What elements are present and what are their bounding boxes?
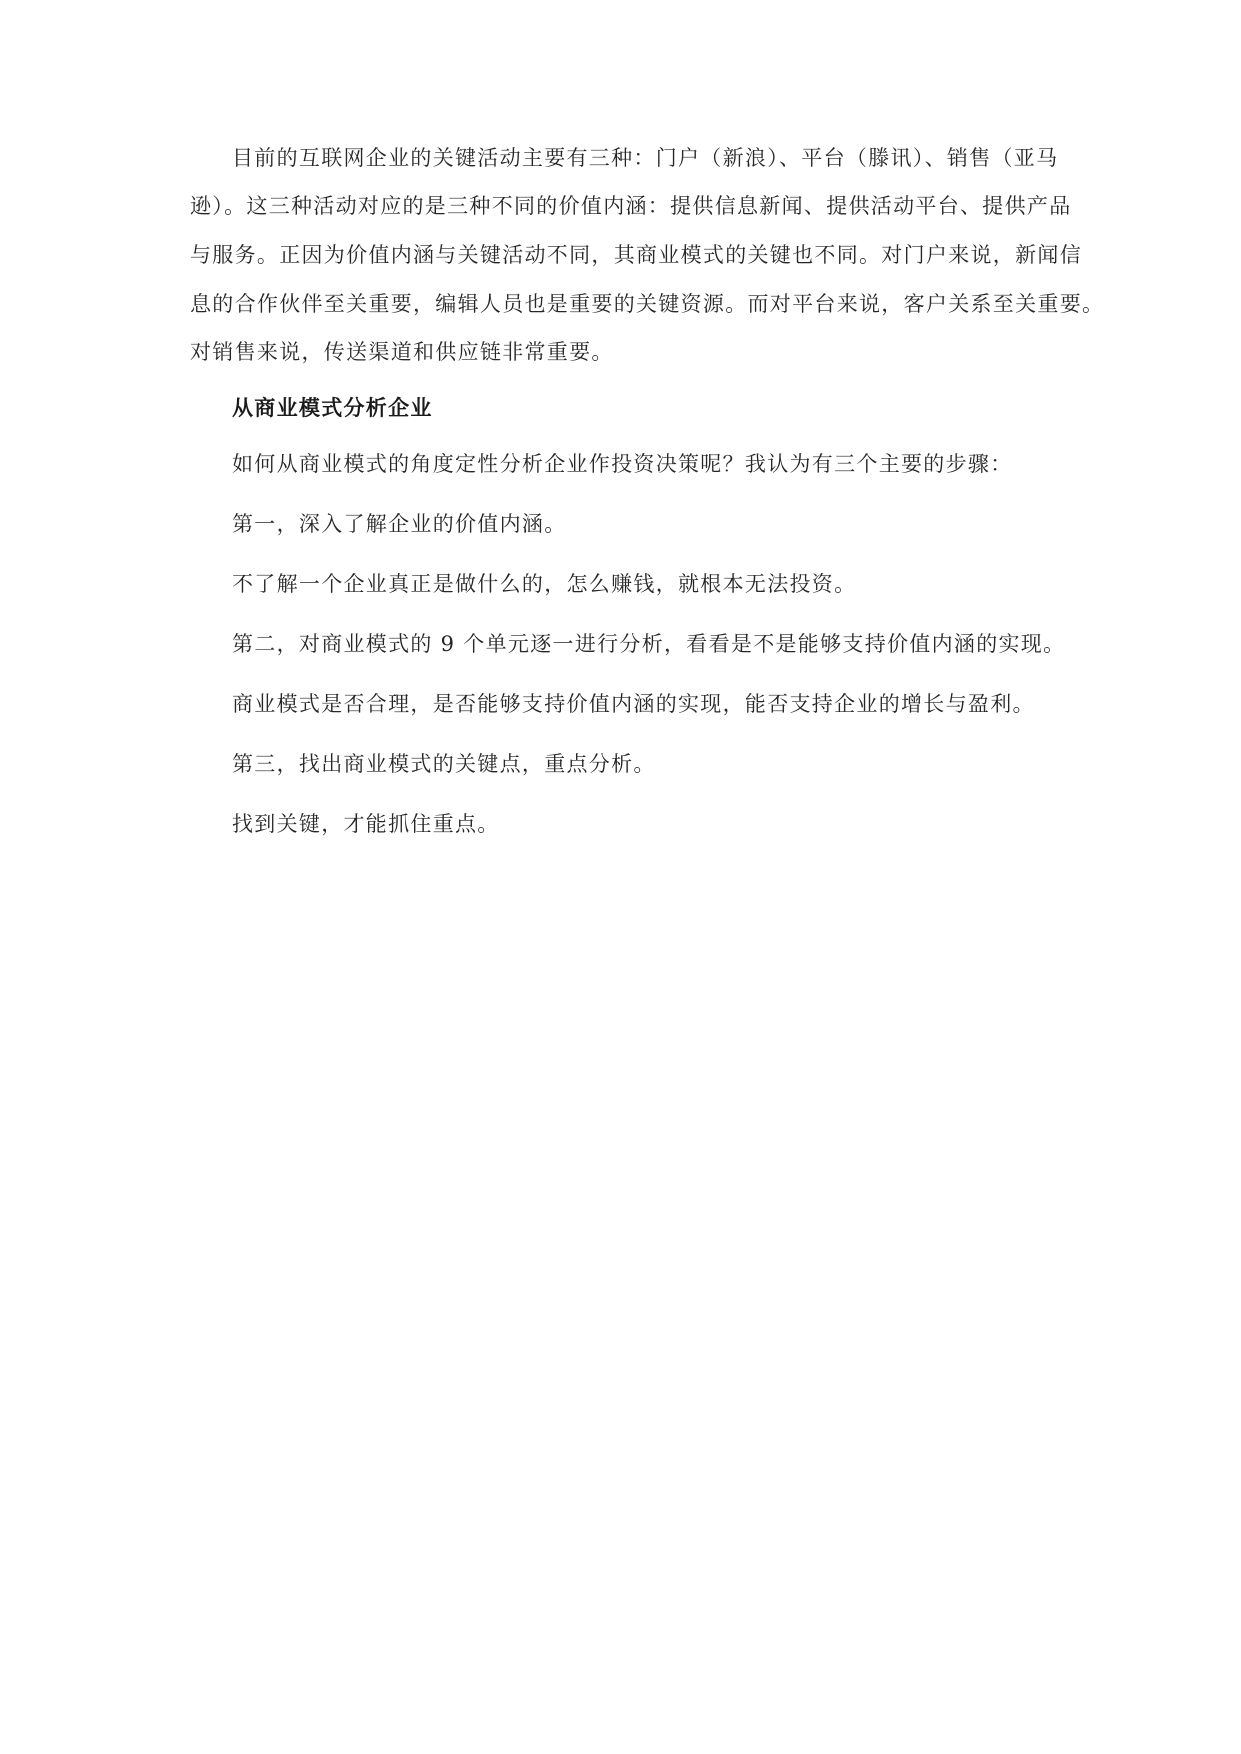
intro-line-3: 与服务。正因为价值内涵与关键活动不同，其商业模式的关键也不同。对门户来说，新闻信 (190, 243, 1082, 267)
intro-line-1: 目前的互联网企业的关键活动主要有三种：门户（新浪）、平台（滕讯）、销售（亚马 (232, 146, 1059, 170)
paragraph-step-1: 第一，深入了解企业的价值内涵。 (232, 512, 567, 536)
paragraph-step-2-note: 商业模式是否合理，是否能够支持价值内涵的实现，能否支持企业的增长与盈利。 (232, 692, 1035, 716)
paragraph-step-3: 第三，找出商业模式的关键点，重点分析。 (232, 752, 656, 776)
section-heading: 从商业模式分析企业 (232, 396, 433, 420)
paragraph-question: 如何从商业模式的角度定性分析企业作投资决策呢？我认为有三个主要的步骤： (232, 452, 1013, 476)
paragraph-step-3-note: 找到关键，才能抓住重点。 (232, 812, 500, 836)
paragraph-step-1-note: 不了解一个企业真正是做什么的，怎么赚钱，就根本无法投资。 (232, 572, 857, 596)
intro-line-2: 逊）。这三种活动对应的是三种不同的价值内涵：提供信息新闻、提供活动平台、提供产品 (190, 194, 1072, 218)
intro-line-5: 对销售来说，传送渠道和供应链非常重要。 (190, 340, 614, 364)
paragraph-step-2: 第二，对商业模式的 9 个单元逐一进行分析，看看是不是能够支持价值内涵的实现。 (232, 632, 1066, 656)
intro-line-4: 息的合作伙伴至关重要，编辑人员也是重要的关键资源。而对平台来说，客户关系至关重要。 (190, 292, 1105, 316)
